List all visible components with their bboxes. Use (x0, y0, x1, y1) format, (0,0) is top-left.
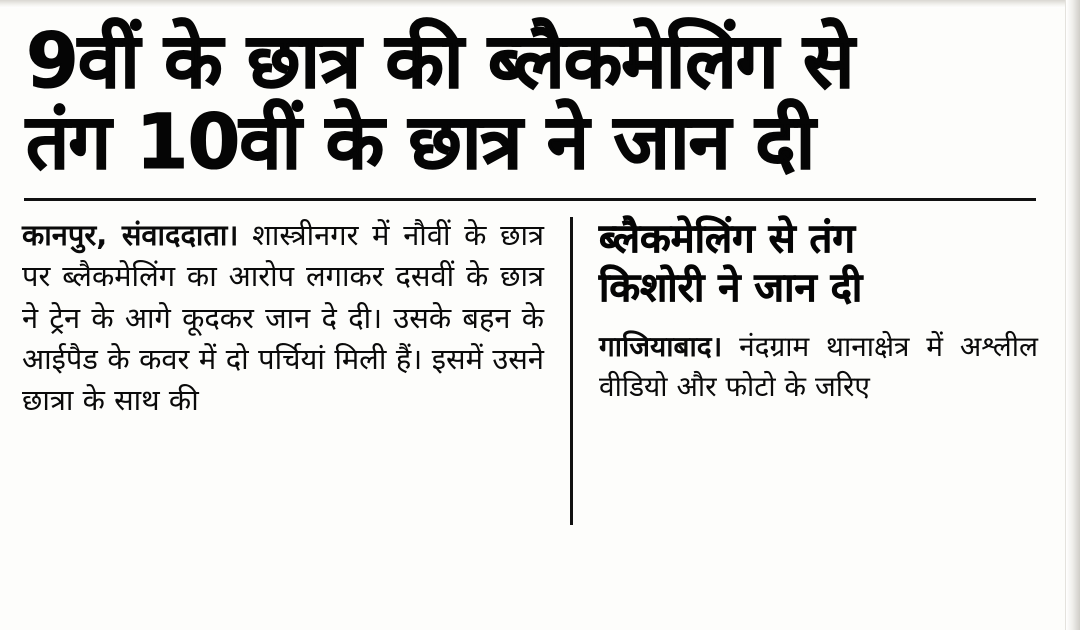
sub-headline-line-2: किशोरी ने जान दी (599, 265, 863, 312)
right-column-body: नंदग्राम थानाक्षेत्र में अश्लील वीडियो और फोटो के जरिए (599, 329, 1038, 404)
right-column-text (599, 327, 1038, 408)
scan-top-edge (0, 0, 1080, 8)
right-column-dateline: गाजियाबाद। (599, 329, 723, 363)
left-column-body: शास्त्रीनगर में नौवीं के छात्र पर ब्लैकमेलिंग का आरोप लगाकर दसवीं के छात्र ने ट्रेन के आगे कूदकर जान दे दी। उसके बहन के आईपैड के कवर में दो पर्चियां मिली हैं। इसमें उसने छात्रा के साथ की (22, 218, 545, 417)
left-column-dateline: कानपुर, संवाददाता। (22, 218, 239, 253)
right-column (573, 215, 1038, 525)
left-column (22, 215, 570, 525)
article-columns (22, 215, 1038, 525)
headline-line-1: 9वीं के छात्र की ब्लैकमेलिंग से (26, 16, 854, 105)
article-content (0, 8, 1066, 630)
sub-headline-line-1: ब्लैकमेलिंग से तंग (599, 216, 855, 263)
left-column-text (22, 215, 544, 421)
headline-line-2: तंग 10वीं के छात्र ने जान दी (26, 97, 815, 187)
scan-right-edge (1065, 0, 1080, 630)
page-title (22, 16, 1038, 187)
headline-divider (24, 198, 1036, 201)
sub-headline (599, 215, 1038, 313)
